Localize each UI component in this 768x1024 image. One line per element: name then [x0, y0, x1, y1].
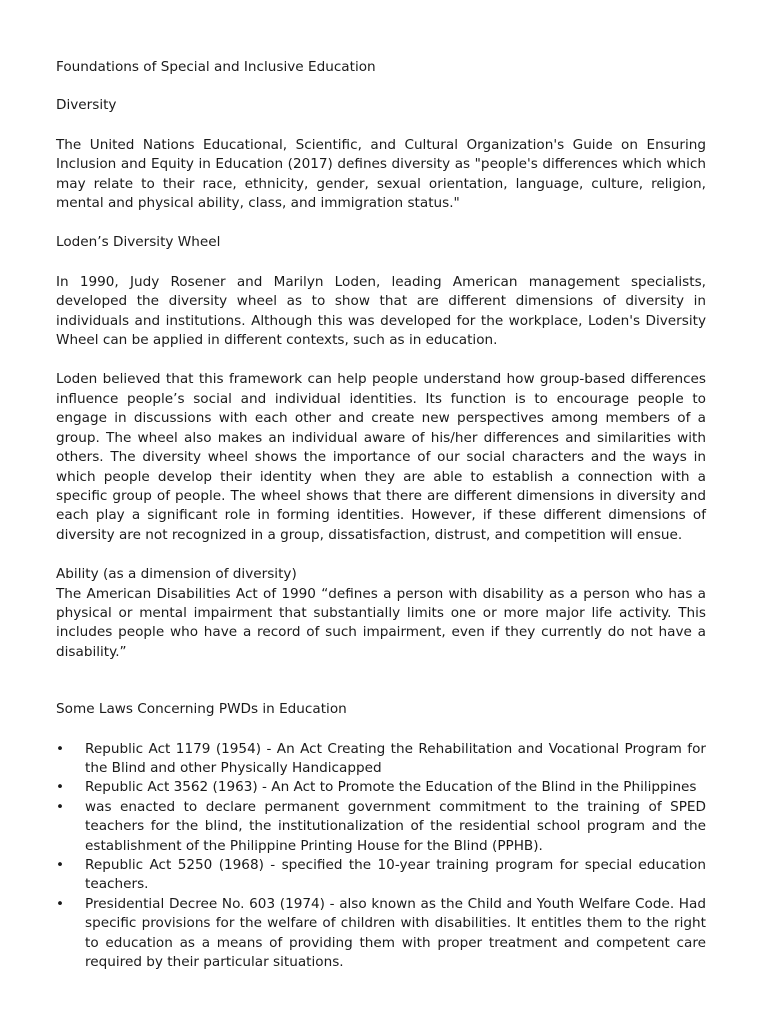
- list-item-text: was enacted to declare permanent government commitment to the training of SPED teachers for the blind, the institutionalization of the residential school program and the establishment of the Philippine Printing House for the Blind (PPHB).: [85, 798, 706, 854]
- diversity-heading: Diversity: [56, 97, 117, 114]
- list-item: [56, 798, 706, 856]
- list-item-text: Republic Act 5250 (1968) - specified the 10-year training program for special education teachers.: [85, 857, 706, 893]
- laws-list: [56, 740, 706, 973]
- ability-paragraph: The American Disabilities Act of 1990 “defines a person with disability as a person who has a physical or mental impairment that substantially limits one or more major life activity. This includes people who have a record of such impairment, even if they currently do not have a disability.”: [56, 585, 706, 660]
- diversity-wheel-heading: Loden’s Diversity Wheel: [56, 234, 221, 251]
- list-item-text: Presidential Decree No. 603 (1974) - also known as the Child and Youth Welfare Code. Had specific provisions for the welfare of children with disabilities. It entitles them to the right to education as a means of providing them with proper treatment and competent care required by their particular situations.: [85, 895, 706, 971]
- list-item-text: Republic Act 1179 (1954) - An Act Creating the Rehabilitation and Vocational Program for the Blind and other Physically Handicapped: [85, 740, 706, 776]
- bullet-icon: •: [56, 740, 65, 757]
- bullet-icon: •: [56, 895, 65, 912]
- list-item: [56, 856, 706, 895]
- diversity-wheel-paragraph-2: Loden believed that this framework can help people understand how group-based differences influence people’s social and individual identities. Its function is to encourage people to engage in discussions with each other and create new perspectives among members of a group. The wheel also makes an individual aware of his/her differences and similarities with others. The diversity wheel shows the importance of our social characters and the ways in which people develop their identity when they are able to establish a connection with a specific group of people. The wheel shows that there are different dimensions in diversity and each play a significant role in forming identities. However, if these different dimensions of diversity are not recognized in a group, dissatisfaction, distrust, and competition will ensue.: [56, 371, 706, 543]
- bullet-icon: •: [56, 857, 65, 873]
- list-item: [56, 895, 706, 973]
- ability-heading: Ability (as a dimension of diversity): [56, 566, 297, 583]
- laws-heading: Some Laws Concerning PWDs in Education: [56, 701, 347, 718]
- document-page: [56, 58, 706, 972]
- bullet-icon: •: [56, 798, 65, 815]
- list-item: [56, 778, 706, 797]
- document-title: Foundations of Special and Inclusive Education: [56, 59, 376, 75]
- list-item-text: Republic Act 3562 (1963) - An Act to Promote the Education of the Blind in the Philippines: [85, 779, 697, 796]
- bullet-icon: •: [56, 779, 65, 796]
- list-item: [56, 740, 706, 779]
- diversity-definition-paragraph: The United Nations Educational, Scientific, and Cultural Organization's Guide on Ensuring Inclusion and Equity in Education (2017) defines diversity as "people's differences which which may relate to their race, ethnicity, gender, sexual orientation, language, culture, religion, mental and physical ability, class, and immigration status.": [56, 136, 706, 212]
- diversity-wheel-paragraph-1: In 1990, Judy Rosener and Marilyn Loden, leading American management specialists, developed the diversity wheel as to show that are different dimensions of diversity in individuals and institutions. Although this was developed for the workplace, Loden's Diversity Wheel can be applied in different contexts, such as in education.: [56, 273, 706, 349]
